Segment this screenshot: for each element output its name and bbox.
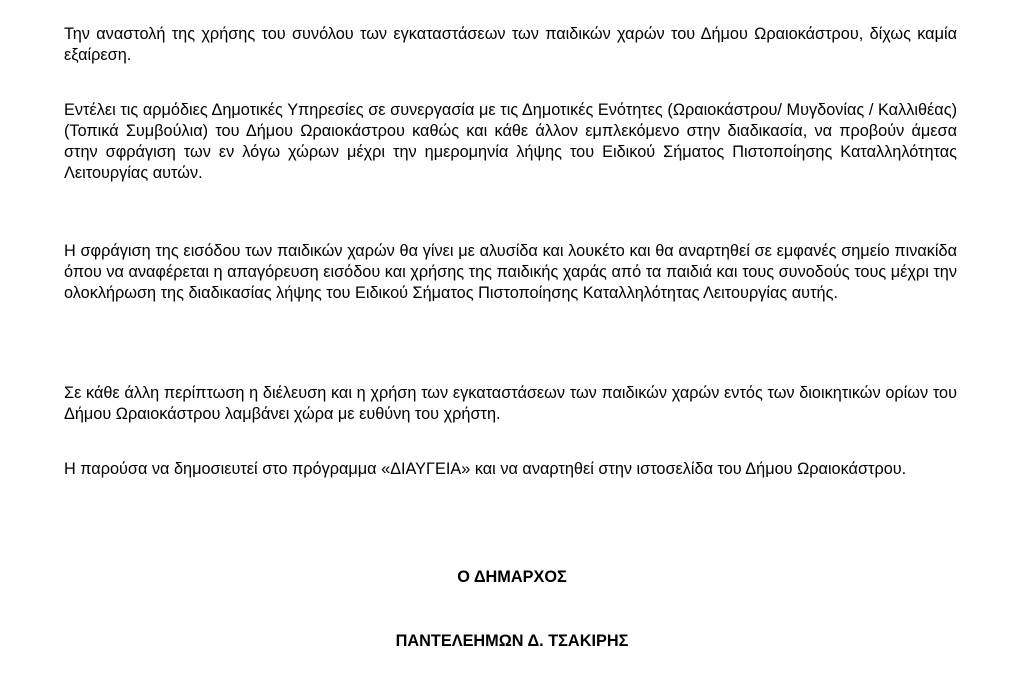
paragraph-sealing-details: Η σφράγιση της εισόδου των παιδικών χαρών θα γίνει με αλυσίδα και λουκέτο και θα αναρτηθεί σε εμφανές σημείο πινακίδα όπου να αναφέρεται η απαγόρευση εισόδου και χρήσης της παιδικής χαράς από τα παιδιά και τους συνοδούς τους μέχρι την ολοκλήρωση της διαδικασίας λήψης του Ειδικού Σήματος Πιστοποίησης Καταλληλότητας Λειτουργίας αυτής.: [64, 242, 957, 302]
paragraph-publication: Η παρούσα να δημοσιευτεί στο πρόγραμμα «ΔΙΑΥΓΕΙΑ» και να αναρτηθεί στην ιστοσελίδα του Δήμου Ωραιοκάστρου.: [64, 460, 907, 478]
paragraph-suspension: Την αναστολή της χρήσης του συνόλου των εγκαταστάσεων των παιδικών χαρών του Δήμου Ωραιοκάστρου, δίχως καμία εξαίρεση.: [64, 25, 957, 64]
paragraph-user-responsibility: Σε κάθε άλλη περίπτωση η διέλευση και η χρήση των εγκαταστάσεων των παιδικών χαρών εντός των διοικητικών ορίων του Δήμου Ωραιοκάστρου λαμβάνει χώρα με ευθύνη του χρήστη.: [64, 384, 957, 423]
paragraph-instruction-services: Εντέλει τις αρμόδιες Δημοτικές Υπηρεσίες σε συνεργασία με τις Δημοτικές Ενότητες (Ωραιοκάστρου/ Μυγδονίας / Καλλιθέας) (Τοπικά Συμβούλια) του Δήμου Ωραιοκάστρου καθώς και κάθε άλλον εμπλεκόμενο στην διαδικασία, να προβούν άμεσα στην σφράγιση των εν λόγω χώρων μέχρι την ημερομηνία λήψης του Ειδικού Σήματος Πιστοποίησης Καταλληλότητας Λειτουργίας αυτών.: [64, 101, 957, 182]
signature-title: Ο ΔΗΜΑΡΧΟΣ: [457, 568, 567, 586]
signature-name: ΠΑΝΤΕΛΕΗΜΩΝ Δ. ΤΣΑΚΙΡΗΣ: [395, 632, 629, 650]
